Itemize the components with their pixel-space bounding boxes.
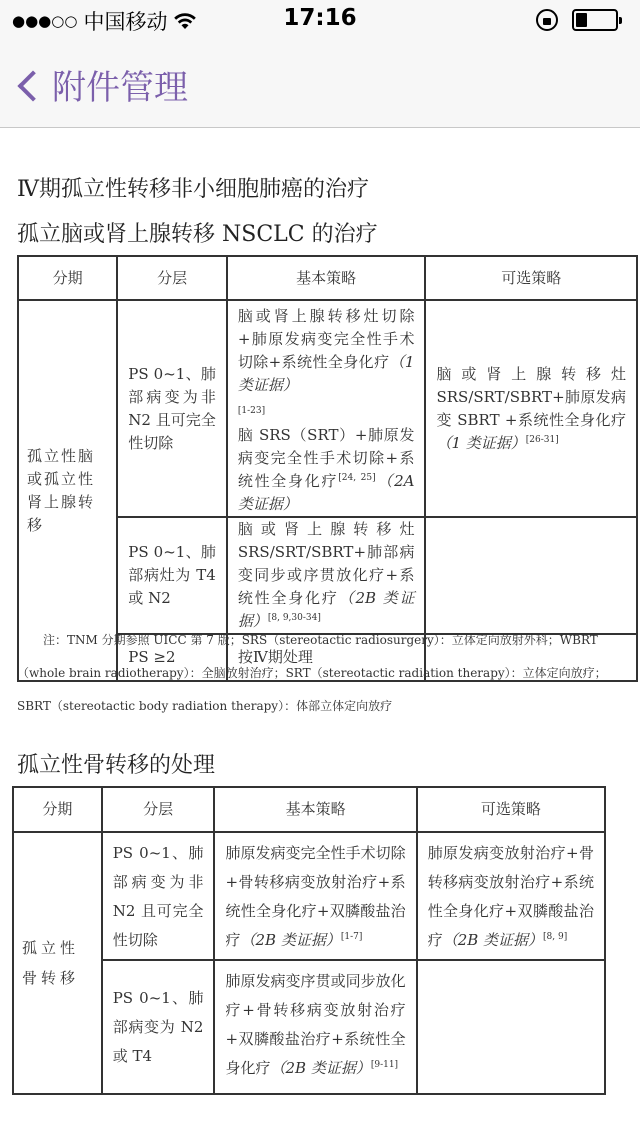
rotation-lock-icon	[536, 9, 558, 31]
header-layer: 分层	[117, 256, 227, 300]
battery-icon	[572, 9, 618, 31]
chevron-left-icon	[14, 65, 40, 105]
evidence-level: （2B 类证据）	[442, 931, 544, 949]
header-stage: 分期	[13, 787, 102, 832]
basic-strategy-option-2	[238, 424, 415, 516]
table-row	[13, 832, 605, 960]
optional-strategy-cell	[425, 517, 637, 634]
reference: [26-31]	[525, 434, 559, 445]
stage-cell	[13, 832, 102, 1094]
carrier-name: 中国移动	[83, 10, 168, 34]
layer-cell: PS ≥2	[117, 634, 227, 681]
table1-title: 孤立脑或肾上腺转移 NSCLC 的治疗	[17, 222, 378, 247]
reference: [24, 25]	[338, 473, 376, 483]
layer-cell: PS 0~1、肺部病灶为 T4 或 N2	[117, 517, 227, 634]
table-header-row	[13, 787, 605, 832]
layer-cell: PS 0~1、肺部病变为 N2 或 T4	[102, 960, 215, 1094]
evidence-level: （2B 类证据）	[237, 589, 415, 630]
evidence-level: （1 类证据）	[237, 353, 415, 394]
navigation-bar	[0, 40, 640, 128]
table-note	[17, 624, 617, 723]
strategy-text: 脑或肾上腺转移灶切除+肺原发病变完全性手术切除+系统性全身化疗	[237, 307, 415, 371]
table-row	[18, 300, 637, 517]
strategy-text: 肺原发病变完全性手术切除+骨转移病变放射治疗+系统性全身化疗+双膦酸盐治疗	[225, 844, 406, 949]
strategy-text: 脑或肾上腺转移灶 SRS/SRT/SBRT+肺部病变同步或序贯放化疗+系统性全身化疗	[237, 520, 415, 607]
header-optional-strategy: 可选策略	[417, 787, 605, 832]
strategy-text: 肺原发病变序贯或同步放化疗+骨转移病变放射治疗+双膦酸盐治疗+系统性全身化疗	[225, 972, 406, 1077]
evidence-level: （2A 类证据）	[237, 472, 415, 513]
strategy-text: 脑 SRS（SRT）+肺原发病变完全性手术切除+系统性全身化疗	[237, 426, 415, 490]
evidence-level: （2B 类证据）	[270, 1059, 371, 1077]
table-header-row	[18, 256, 637, 300]
document-heading: Ⅳ期孤立性转移非小细胞肺癌的治疗	[17, 177, 369, 202]
reference: [8, 9]	[543, 932, 568, 942]
layer-cell: PS 0~1、肺部病变为非 N2 且可完全性切除	[117, 300, 227, 517]
optional-strategy-cell	[425, 300, 637, 517]
table2-title: 孤立性骨转移的处理	[17, 753, 216, 778]
header-basic-strategy: 基本策略	[227, 256, 426, 300]
basic-strategy-cell: 按Ⅳ期处理	[227, 634, 426, 681]
layer-cell: PS 0~1、肺部病变为非 N2 且可完全性切除	[102, 832, 215, 960]
stage-text: 孤立性骨转移	[22, 939, 80, 987]
brain-adrenal-metastasis-table	[17, 255, 638, 682]
status-bar	[0, 0, 640, 40]
basic-strategy-cell	[227, 517, 426, 634]
page-title: 附件管理	[52, 68, 188, 108]
bone-metastasis-table	[12, 786, 606, 1095]
optional-strategy-cell	[417, 960, 605, 1094]
basic-strategy-option-1	[238, 305, 415, 420]
header-stage: 分期	[18, 256, 117, 300]
evidence-level: （2B 类证据）	[240, 931, 341, 949]
basic-strategy-cell	[214, 960, 416, 1094]
strategy-text: 脑或肾上腺转移灶 SRS/SRT/SBRT+肺原发病变 SBRT +系统性全身化疗	[436, 364, 626, 429]
battery-level	[576, 13, 587, 27]
header-basic-strategy: 基本策略	[214, 787, 416, 832]
table-row	[13, 960, 605, 1094]
header-layer: 分层	[102, 787, 215, 832]
signal-strength-icon: ●●●○○	[12, 12, 78, 30]
clock: 17:16	[283, 5, 357, 31]
evidence-level: （1 类证据）	[436, 433, 526, 452]
reference: [1-23]	[237, 406, 266, 416]
back-button[interactable]	[14, 60, 188, 109]
note-text: 注：TNM 分期参照 UICC 第 7 版；SRS（stereotactic radiosurgery）：立体定向放射外科；WBRT（whole brain radiotherapy）：全脑放射治疗；SRT（stereotactic radiation therapy）：立体定向放疗；SBRT（stereotactic body radiation therapy）：体部立体定向放疗	[17, 633, 607, 713]
reference: [1-7]	[340, 932, 363, 942]
reference: [9-11]	[370, 1060, 399, 1070]
strategy-text: 肺原发病变放射治疗+骨转移病变放射治疗+系统性全身化疗+双膦酸盐治疗	[427, 844, 594, 949]
basic-strategy-cell	[227, 300, 426, 517]
stage-text: 孤立性脑或孤立性肾上腺转移	[27, 446, 96, 534]
basic-strategy-cell	[214, 832, 416, 960]
header-optional-strategy: 可选策略	[425, 256, 637, 300]
optional-strategy-cell	[417, 832, 605, 960]
reference: [8, 9,30-34]	[267, 613, 321, 623]
